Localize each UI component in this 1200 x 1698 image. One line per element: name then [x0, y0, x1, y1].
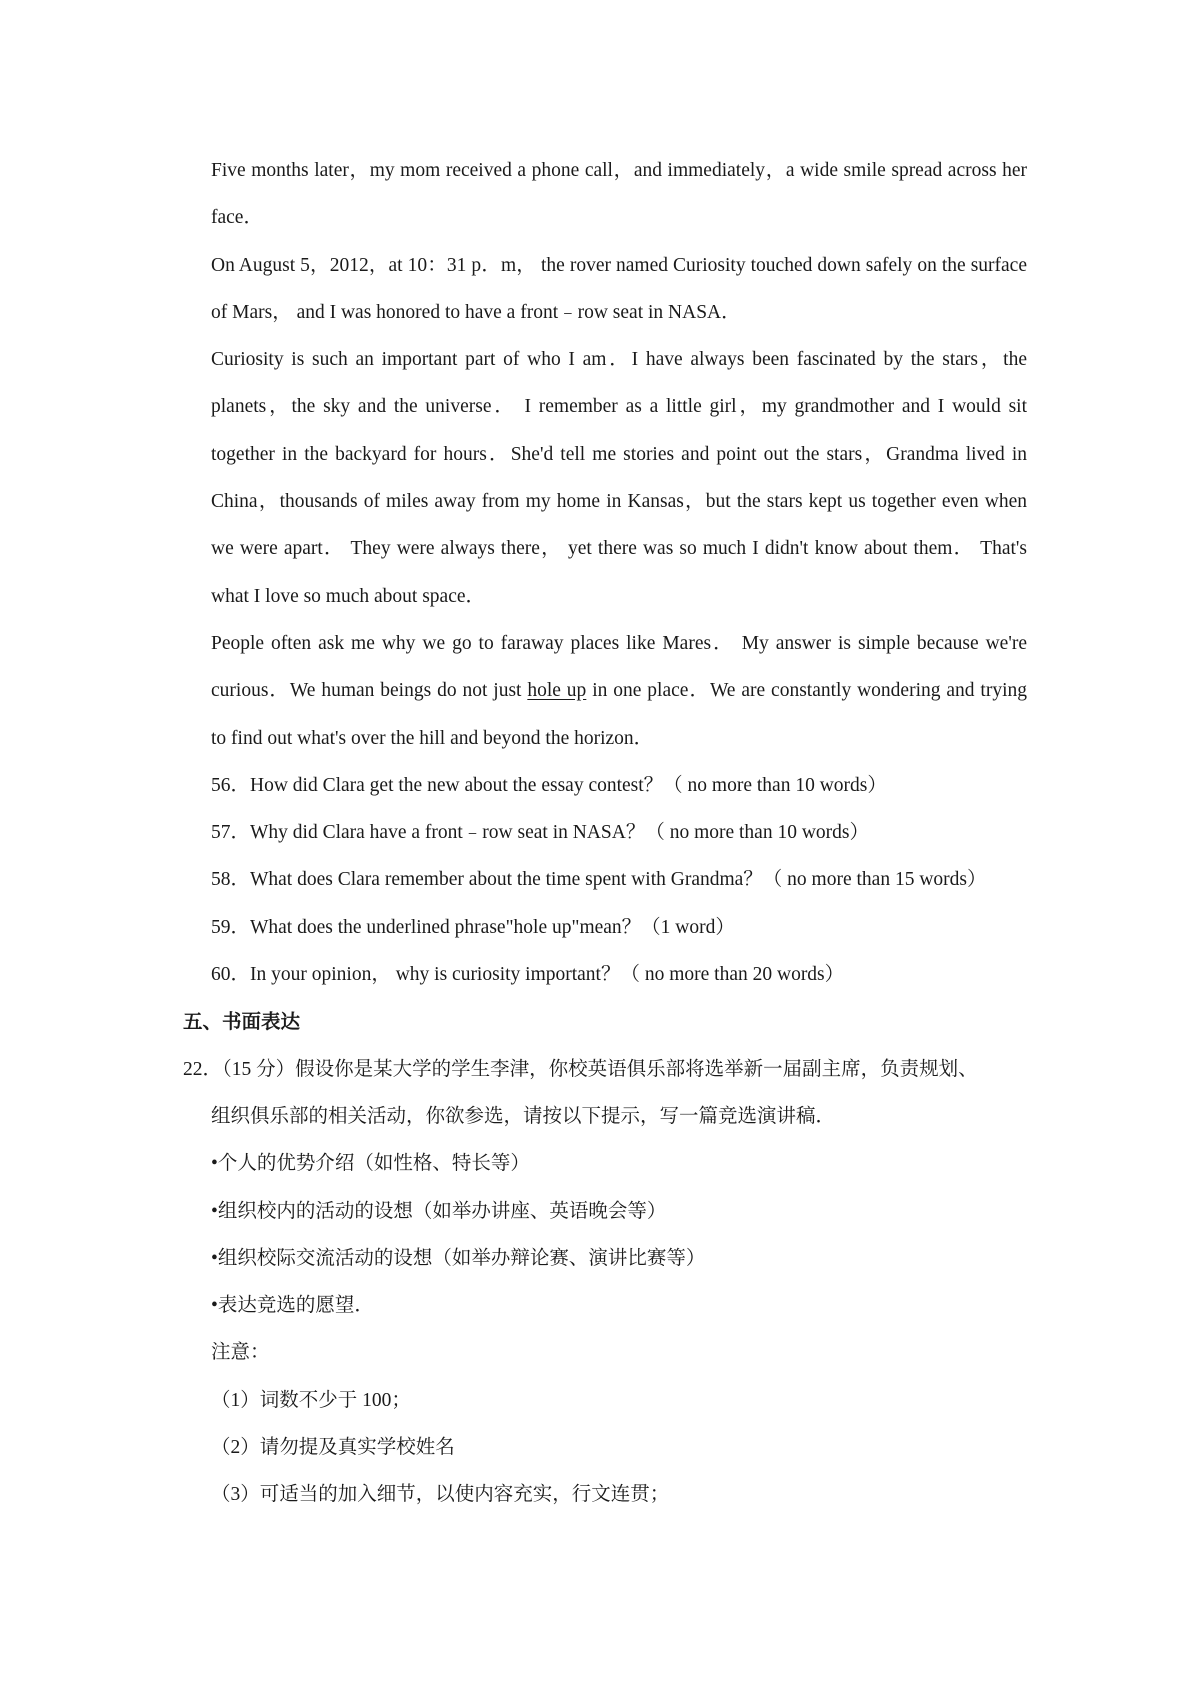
task-bullet-4: •表达竞选的愿望． [211, 1295, 374, 1317]
note-1: （1）词数不少于 100； [211, 1389, 411, 1411]
passage-paragraph-4 [211, 620, 1027, 762]
task-number: 22． [183, 1058, 223, 1080]
page-content [0, 147, 1200, 1519]
task-bullet-1: •个人的优势介绍（如性格、特长等） [211, 1153, 530, 1175]
notes-label: 注意： [211, 1342, 270, 1364]
note-3: （3）可适当的加入细节，以使内容充实，行文连贯； [211, 1484, 670, 1506]
passage-paragraph-1: Five months later，my mom received a phone call，and immediately，a wide smile spread across her face． [211, 160, 1027, 229]
passage-paragraph-4-end: in one place．We are constantly wondering and trying to find out what's over the hill and beyond the horizon． [211, 680, 1027, 749]
task-instruction-line-1: （15 分）假设你是某大学的学生李津，你校英语俱乐部将选举新一届副主席，负责规划、 [222, 1058, 978, 1080]
question-56: 56．How did Clara get the new about the essay contest？（ no more than 10 words） [211, 774, 887, 796]
passage-paragraph-4-start: People often ask me why we go to faraway places like Mares． My answer is simple because we're curious．We human beings do not just [211, 632, 1027, 702]
passage-paragraph-3: Curiosity is such an important part of who I am．I have always been fascinated by the stars，the planets，the sky and the universe． I remember as a little girl，my grandmother and I would sit together in the backyard for hours．She'd tell me stories and point out the stars，Grandma lived in China，thousands of miles away from my home in Kansas，but the stars kept us together even when we were apart． They were always there， yet there was so much I didn't know about them． That's what I love so much about space． [211, 349, 1027, 607]
task-instruction-line-2: 组织俱乐部的相关活动，你欲参选，请按以下提示，写一篇竞选演讲稿． [211, 1105, 836, 1127]
question-57: 57．Why did Clara have a front﹣row seat in NASA？（ no more than 10 words） [211, 822, 870, 844]
underlined-phrase: hole up [527, 680, 587, 702]
note-2: （2）请勿提及真实学校姓名 [211, 1437, 455, 1459]
question-60: 60．In your opinion， why is curiosity important？（ no more than 20 words） [211, 964, 845, 986]
passage-paragraph-2: On August 5，2012，at 10：31 p．m， the rover named Curiosity touched down safely on the surface of Mars， and I was honored to have a front﹣row seat in NASA． [211, 254, 1027, 323]
task-bullet-2: •组织校内的活动的设想（如举办讲座、英语晚会等） [211, 1200, 667, 1222]
question-59: 59．What does the underlined phrase"hole up"mean？（1 word） [211, 916, 735, 938]
question-58: 58．What does Clara remember about the time spent with Grandma？（ no more than 15 words） [211, 869, 987, 891]
task-bullet-3: •组织校际交流活动的设想（如举办辩论赛、演讲比赛等） [211, 1247, 706, 1269]
section-heading-writing: 五、书面表达 [183, 1010, 301, 1034]
writing-task-intro [183, 1046, 1027, 1093]
